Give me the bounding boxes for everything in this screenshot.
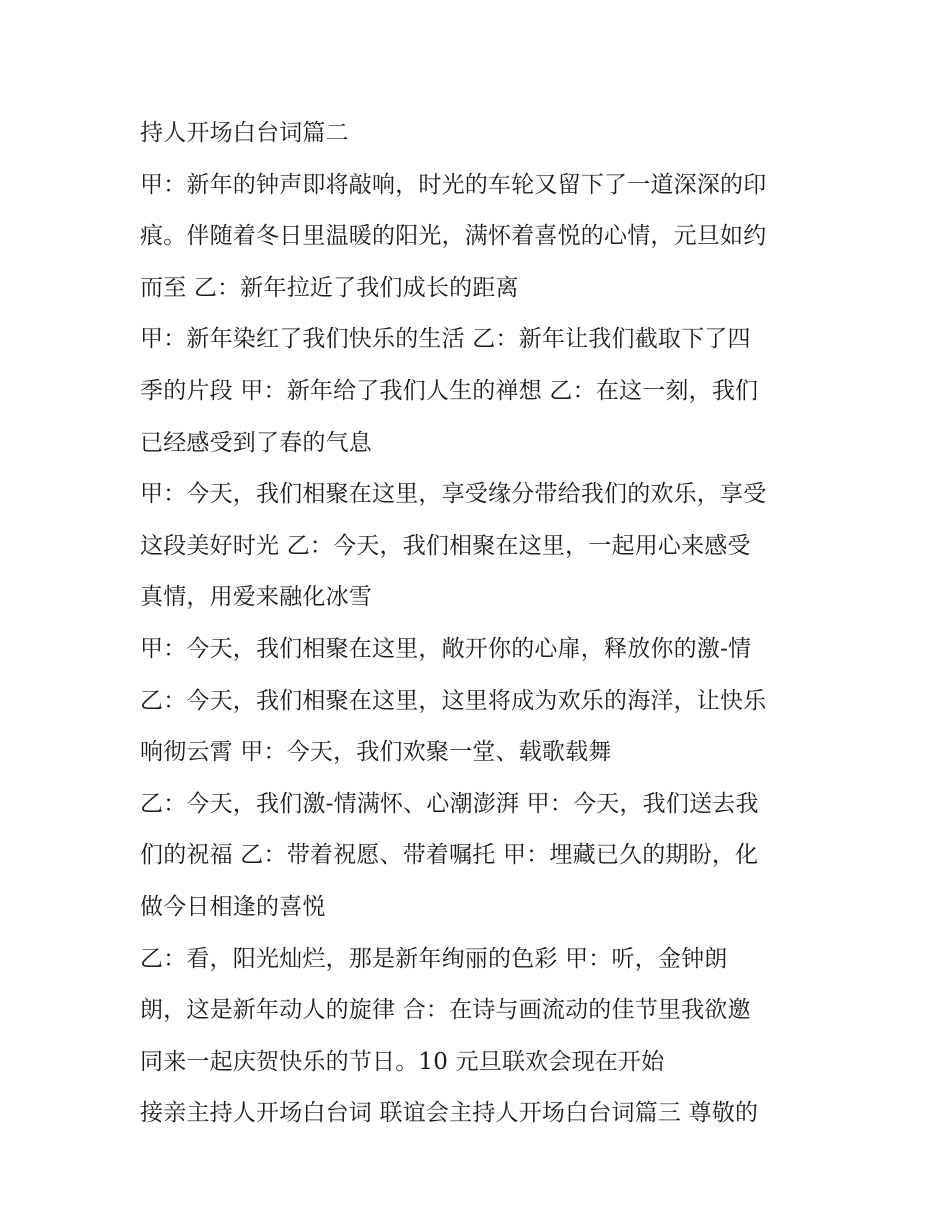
text-line: 甲：新年染红了我们快乐的生活 乙：新年让我们截取下了四	[140, 326, 751, 353]
text-line: 乙：看，阳光灿烂，那是新年绚丽的色彩 甲：听，金钟朗	[140, 945, 728, 972]
text-line: 同来一起庆贺快乐的节日。10 元旦联欢会现在开始	[140, 1048, 665, 1075]
text-line: 已经感受到了春的气息	[140, 429, 372, 456]
text-line: 甲：今天，我们相聚在这里，享受缘分带给我们的欢乐，享受	[140, 481, 767, 508]
text-line: 们的祝福 乙：带着祝愿、带着嘱托 甲：埋藏已久的期盼，化	[140, 842, 759, 869]
text-line: 做今日相逢的喜悦	[140, 893, 326, 920]
text-line: 甲：今天，我们相聚在这里，敞开你的心扉，释放你的激-情	[140, 635, 752, 662]
text-line: 真情，用爱来融化冰雪	[140, 584, 372, 611]
text-line: 季的片段 甲：新年给了我们人生的禅想 乙：在这一刻，我们	[140, 377, 759, 404]
text-line: 这段美好时光 乙：今天，我们相聚在这里，一起用心来感受	[140, 532, 751, 559]
text-line: 乙：今天，我们激-情满怀、心潮澎湃 甲：今天，我们送去我	[140, 790, 759, 817]
text-line: 而至 乙：新年拉近了我们成长的距离	[140, 274, 519, 301]
text-line: 痕。伴随着冬日里温暖的阳光，满怀着喜悦的心情，元旦如约	[140, 223, 767, 250]
text-line: 乙：今天，我们相聚在这里，这里将成为欢乐的海洋，让快乐	[140, 687, 767, 714]
text-line: 接亲主持人开场白台词 联谊会主持人开场白台词篇三 尊敬的	[140, 1100, 759, 1127]
text-line: 朗，这是新年动人的旋律 合：在诗与画流动的佳节里我欲邀	[140, 997, 751, 1024]
text-line: 响彻云霄 甲：今天，我们欢聚一堂、载歌载舞	[140, 739, 612, 766]
document-body	[140, 108, 830, 1140]
section-heading: 持人开场白台词篇二	[140, 120, 349, 146]
text-line: 甲：新年的钟声即将敲响，时光的车轮又留下了一道深深的印	[140, 171, 767, 198]
